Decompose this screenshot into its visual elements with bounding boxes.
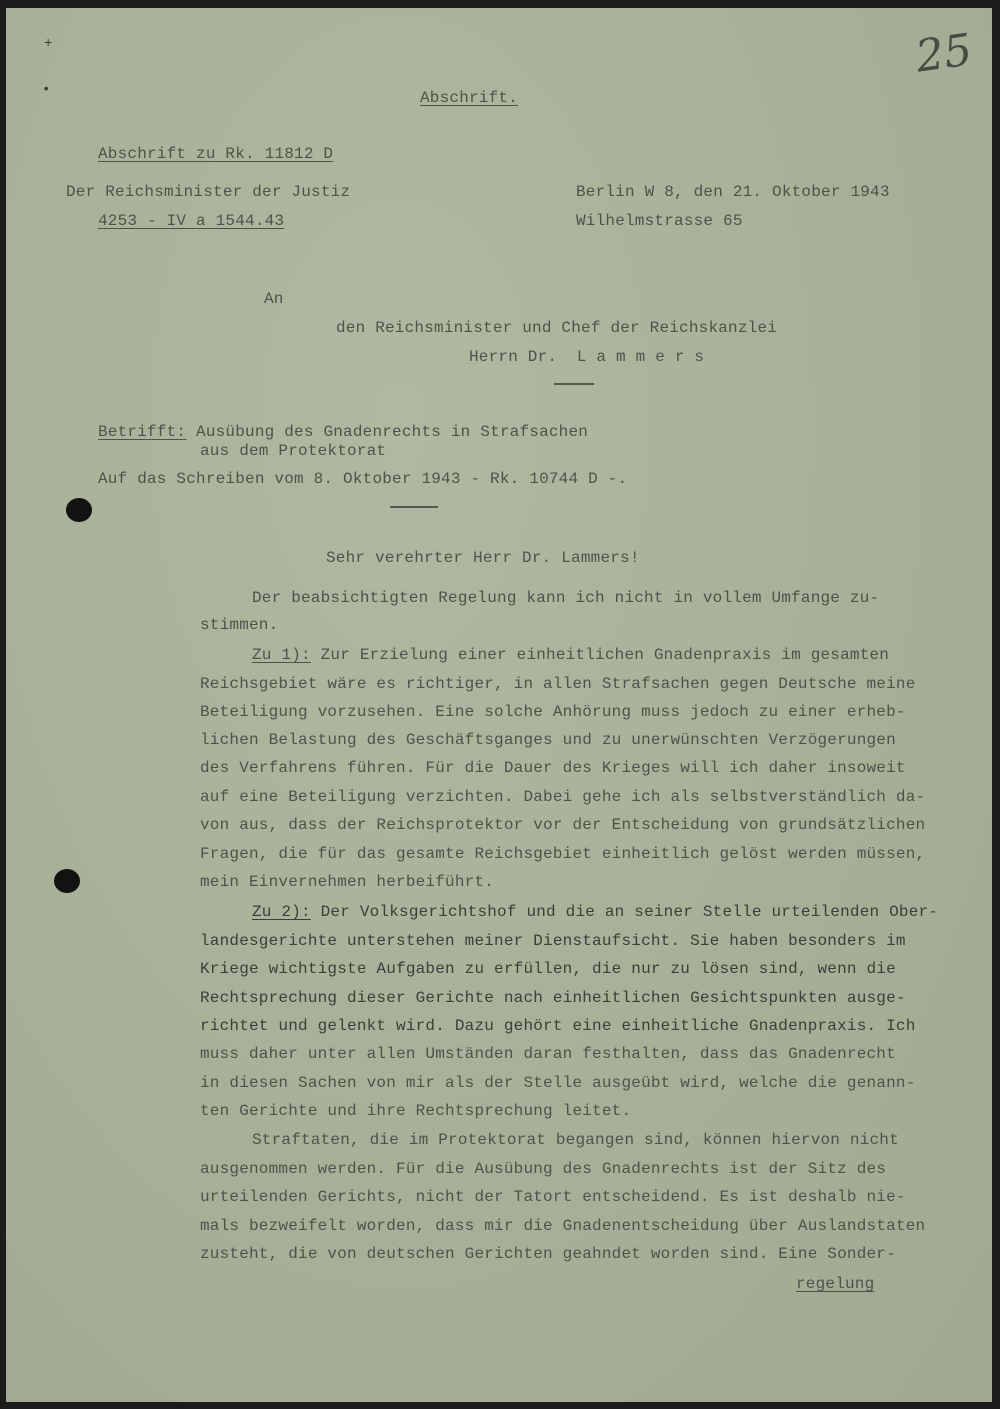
body-line: urteilenden Gerichts, nicht der Tatort entscheidend. Es ist deshalb nie- [200,1188,906,1206]
body-line: lichen Belastung des Geschäftsganges und zu unerwünschten Verzögerungen [200,731,896,749]
recipient-line-2: Herrn Dr. L a m m e r s [469,348,705,366]
document-page [6,8,992,1402]
street-address: Wilhelmstrasse 65 [576,212,743,230]
body-line: von aus, dass der Reichsprotektor vor der Entscheidung von grundsätzlichen [200,816,926,834]
subject-line-3: Auf das Schreiben vom 8. Oktober 1943 - Rk. 10744 D -. [98,470,628,488]
section-label-1: Zu 1): [252,646,311,664]
file-number: 4253 - IV a 1544.43 [98,212,285,230]
body-line: des Verfahrens führen. Für die Dauer des Krieges will ich daher insoweit [200,759,906,777]
salutation: Sehr verehrter Herr Dr. Lammers! [326,549,640,567]
recipient-line-1: den Reichsminister und Chef der Reichskanzlei [336,319,778,337]
body-line: Zu 2): Der Volksgerichtshof und die an seiner Stelle urteilenden Ober- [252,903,939,921]
body-line: in diesen Sachen von mir als der Stelle ausgeübt wird, welche die genann- [200,1074,916,1092]
body-line: Kriege wichtigste Aufgaben zu erfüllen, die nur zu lösen sind, wenn die [200,960,896,978]
reference-line: Abschrift zu Rk. 11812 D [98,145,334,163]
body-line: Fragen, die für das gesamte Reichsgebiet einheitlich gelöst werden müssen, [200,845,926,863]
body-line: Straftaten, die im Protektorat begangen sind, können hiervon nicht [252,1131,899,1149]
body-line: muss daher unter allen Umständen daran festhalten, dass das Gnadenrecht [200,1045,896,1063]
margin-dot: • [42,82,51,98]
document-heading: Abschrift. [420,89,519,107]
body-line: Reichsgebiet wäre es richtiger, in allen Strafsachen gegen Deutsche meine [200,675,916,693]
recipient-prefix: An [264,290,284,308]
body-line: mein Einvernehmen herbeiführt. [200,873,495,891]
subject-text: Ausübung des Gnadenrechts in Strafsachen [186,423,589,441]
body-line: Beteiligung vorzusehen. Eine solche Anhörung muss jedoch zu einer erheb- [200,703,906,721]
body-line: auf eine Beteiligung verzichten. Dabei gehe ich als selbstverständlich da- [200,788,926,806]
subject-line-2: aus dem Protektorat [200,442,387,460]
body-line: stimmen. [200,616,279,634]
page-number: 25 [912,24,976,83]
body-line: landesgerichte unterstehen meiner Dienstaufsicht. Sie haben besonders im [200,932,906,950]
sender-title: Der Reichsminister der Justiz [66,183,351,201]
catchword: regelung [796,1275,875,1293]
subject-line-1 [98,422,588,442]
body-line: Der beabsichtigten Regelung kann ich nicht in vollem Umfange zu- [252,589,880,607]
margin-mark: + [44,36,53,52]
body-line: ausgenommen werden. Für die Ausübung des Gnadenrechts ist der Sitz des [200,1160,887,1178]
divider [554,383,594,385]
section-label-2: Zu 2): [252,903,311,921]
body-line: ten Gerichte und ihre Rechtsprechung leitet. [200,1102,632,1120]
body-line: Rechtsprechung dieser Gerichte nach einheitlichen Gesichtspunkten ausge- [200,989,906,1007]
punch-hole [54,869,80,893]
body-line: mals bezweifelt worden, dass mir die Gnadenentscheidung über Auslandstaten [200,1217,926,1235]
place-date: Berlin W 8, den 21. Oktober 1943 [576,183,890,201]
body-line: richtet und gelenkt wird. Dazu gehört eine einheitliche Gnadenpraxis. Ich [200,1017,916,1035]
body-line: Zu 1): Zur Erzielung einer einheitlichen Gnadenpraxis im gesamten [252,646,890,664]
subject-label: Betrifft: [98,423,187,441]
divider [390,506,438,508]
body-line: zusteht, die von deutschen Gerichten geahndet worden sind. Eine Sonder- [200,1245,896,1263]
punch-hole [66,498,92,522]
